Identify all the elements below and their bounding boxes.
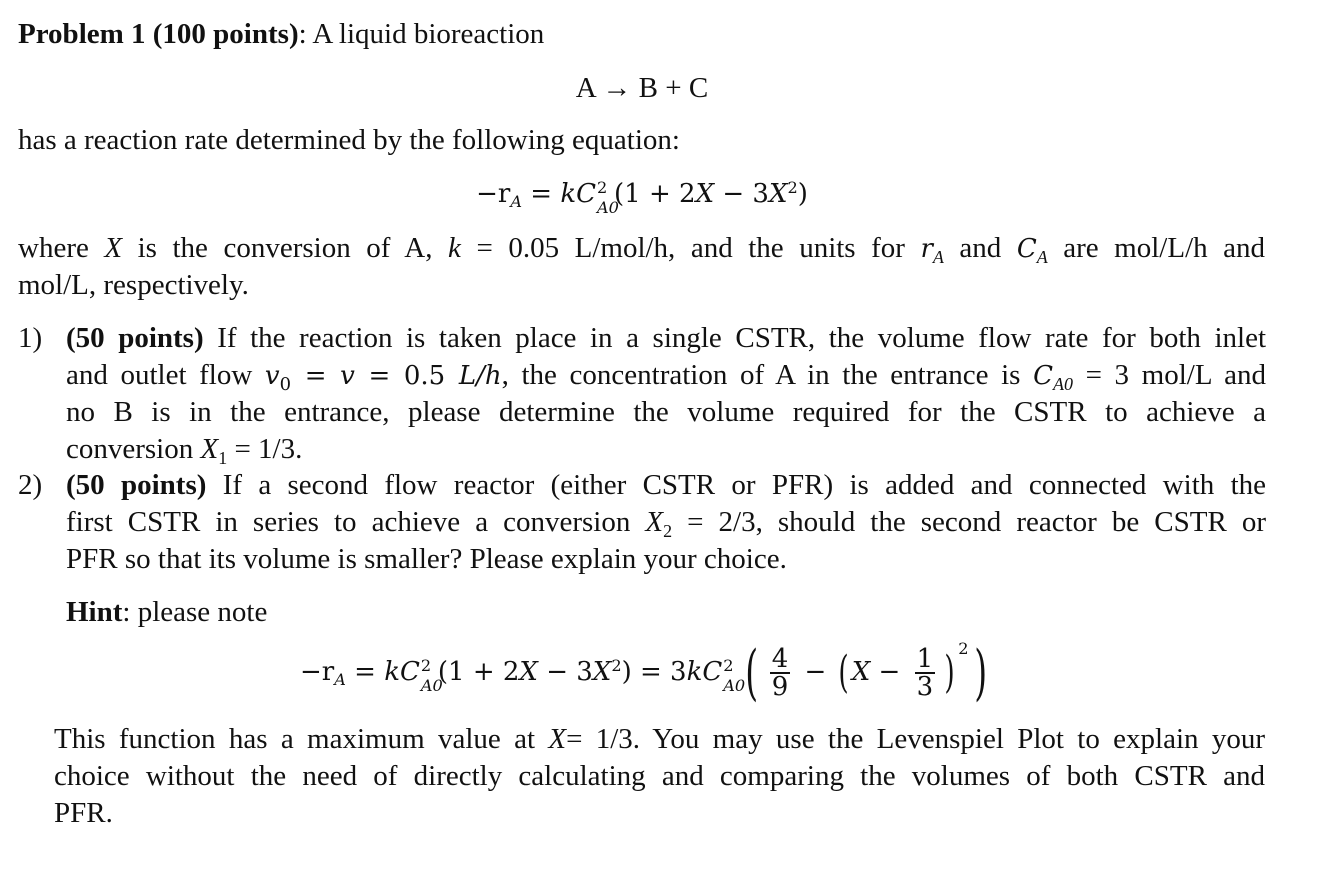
q1-l4-a: conversion: [66, 433, 201, 465]
eq-x2-sup: 2: [787, 178, 798, 198]
q1-x1-sub: 1: [218, 447, 228, 468]
q1-l4-b: = 1/3.: [227, 433, 303, 465]
q1-ca0-sub: A0: [1053, 373, 1073, 394]
q2-x2: X: [645, 506, 664, 538]
tail-1a: This function has a maximum value at: [54, 723, 549, 755]
h-eq1: =: [345, 657, 385, 687]
h-frac-1-3: [915, 646, 936, 700]
q2-label: 2): [18, 469, 43, 501]
h-x: X: [519, 657, 538, 687]
q2-line-3: [66, 541, 1266, 578]
h-minus: −: [796, 657, 835, 687]
q1-l2-a: and outlet flow: [66, 359, 265, 391]
where-k: k: [448, 232, 461, 264]
tail-x: X: [548, 723, 567, 755]
h-r-sub: A: [334, 670, 346, 690]
h-minus-3: − 3: [537, 657, 593, 687]
h-c: C: [399, 657, 420, 687]
h-x2: X: [592, 657, 612, 687]
question-1: [0, 320, 1322, 470]
eq-minus-3: − 3: [714, 179, 769, 209]
q2-line-2: [66, 504, 1266, 541]
eq-x: X: [695, 179, 715, 209]
q1-l2-c: , the concentration of A in the entrance is: [501, 359, 1034, 391]
h-frac2-den: 3: [916, 672, 934, 702]
q2-l2-b: = 2/3, should the second reactor be CSTR or: [672, 506, 1266, 538]
hint-bold: Hint: [66, 596, 123, 628]
rate-intro-text: has a reaction rate determined by the following equation:: [18, 124, 680, 156]
q1-eq: =: [291, 361, 341, 391]
h-three: 3: [670, 657, 687, 687]
h-k: k: [384, 657, 400, 687]
q1-units: L/h: [458, 361, 502, 391]
tail-line-1: [54, 721, 1265, 758]
q1-points: (50 points): [66, 322, 204, 354]
where-ca-sub: A: [1036, 246, 1048, 267]
q1-x1: X: [200, 433, 219, 465]
where-and: and: [943, 232, 1017, 264]
eq-paren-close: ): [797, 179, 808, 209]
eq-k: k: [560, 179, 577, 209]
problem-title-tail: : A liquid bioreaction: [298, 18, 545, 50]
where-a: where: [18, 232, 105, 264]
q2-x2-sub: 2: [663, 520, 673, 541]
eq-minus-r: −r: [476, 179, 511, 209]
where-x: X: [104, 232, 123, 264]
tail-3: PFR.: [54, 797, 113, 829]
where-line-2-text: mol/L, respectively.: [18, 269, 249, 301]
tail-2: choice without the need of directly calculating and comparing the volumes of both CSTR and: [54, 760, 1265, 792]
h-x2-sup: 2: [611, 656, 622, 676]
h-k2: k: [686, 657, 703, 687]
h-minus-r: −r: [300, 657, 335, 687]
problem-heading: [18, 16, 1298, 53]
where-c: = 0.05 L/mol/h, and the units for: [460, 232, 921, 264]
h-x3: X: [851, 657, 871, 687]
eq-one-plus: 1 + 2: [624, 179, 696, 209]
where-ra: r: [920, 234, 933, 264]
where-line-2: [18, 267, 1265, 304]
tail-line-2: [54, 758, 1265, 795]
h-med-open: (: [837, 647, 849, 698]
where-b: is the conversion of A,: [122, 232, 449, 264]
q1-line-1: [66, 320, 1266, 357]
h-frac-den: 9: [771, 672, 789, 702]
q2-line-1: [66, 467, 1266, 504]
q2-l2-a: first CSTR in series to achieve a conversion: [66, 506, 646, 538]
h-frac-4-9: [770, 646, 791, 700]
reaction-equation: [0, 70, 1284, 107]
h-big-close: ): [973, 638, 987, 708]
q1-v0-sub: 0: [279, 373, 292, 395]
eq-equals: =: [522, 179, 561, 209]
eq-paren-open: (: [614, 179, 625, 209]
hint: [66, 594, 1266, 631]
q1-line-2: [66, 357, 1266, 395]
tail-1b: = 1/3. You may use the Levenspiel Plot to explain your: [566, 723, 1266, 755]
q1-l2-d: = 3 mol/L and: [1072, 359, 1266, 391]
where-ra-sub: A: [932, 246, 944, 267]
hint-rest: : please note: [122, 596, 268, 628]
h-one-plus: 1 + 2: [448, 657, 520, 687]
q1-line-3: [66, 394, 1266, 431]
q2-points: (50 points): [66, 469, 207, 501]
q1-ca0: C: [1033, 361, 1053, 391]
q1-v: v: [340, 361, 355, 391]
h-eq2: =: [631, 657, 671, 687]
h-frac-num: 4: [771, 644, 789, 674]
h-big-open: (: [745, 638, 759, 708]
h-po: (: [437, 657, 449, 687]
q1-v0: v: [264, 361, 280, 391]
h-c2: C: [702, 657, 723, 687]
rate-equation: −rA = kC 2 A0 $(1 + 2X - 3X^2)$: [476, 178, 808, 217]
question-2: [0, 467, 1322, 587]
h-med-close: ): [944, 647, 955, 698]
where-ca: C: [1016, 234, 1037, 264]
reaction-text: A → B + C: [575, 72, 709, 104]
q1-label: 1): [18, 322, 43, 354]
q1-l2-b: = 0.5: [354, 361, 459, 391]
h-frac2-num: 1: [916, 644, 934, 674]
q1-line-3-text: no B is in the entrance, please determine the volume required for the CSTR to achieve a: [66, 396, 1266, 428]
eq-x2: X: [768, 179, 788, 209]
problem-title: Problem 1 (100 points): [18, 18, 299, 50]
h-minus2: −: [870, 657, 909, 687]
hint-equation: −rA = kC 2 A0 $(1 + 2X - 3X^2) = 3kC$ 2 A0 ( $\frac{4}{9}$ − ( X − $\frac{1}{3}$ ) $^2$): [300, 638, 987, 708]
where-line-1: [18, 230, 1265, 268]
q2-line-3-text: PFR so that its volume is smaller? Please explain your choice.: [66, 543, 787, 575]
eq-c: C: [576, 179, 596, 209]
eq-r-sub: A: [510, 192, 522, 212]
rate-intro: [18, 122, 1298, 159]
q1-line-1-text: If the reaction is taken place in a single CSTR, the volume flow rate for both inlet: [203, 322, 1266, 354]
tail-line-3: [54, 795, 1265, 832]
where-d: are mol/L/h and: [1047, 232, 1266, 264]
q2-line-1-text: If a second flow reactor (either CSTR or PFR) is added and connected with the: [206, 469, 1266, 501]
q1-line-4: [66, 431, 1266, 468]
h-outer-sup: 2: [958, 639, 969, 659]
h-pc: ): [621, 657, 632, 687]
